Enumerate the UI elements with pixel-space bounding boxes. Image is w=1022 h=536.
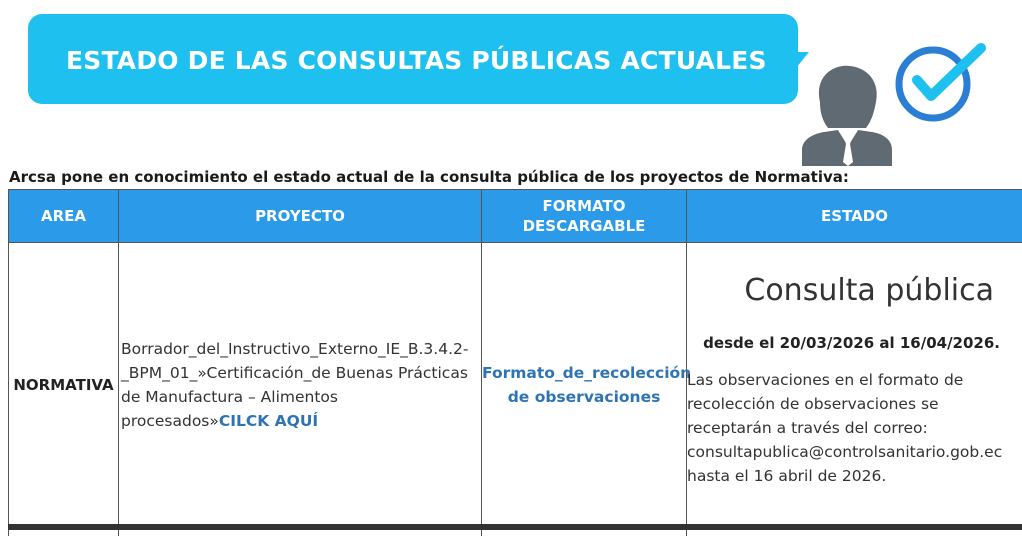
proyecto-line-text: procesados» bbox=[121, 411, 219, 430]
estado-line: receptarán a través del correo: bbox=[687, 419, 928, 437]
cell-proyecto bbox=[119, 243, 482, 527]
estado-title: Consulta pública bbox=[744, 273, 994, 308]
formato-line[interactable]: de observaciones bbox=[507, 387, 661, 406]
proyecto-line: Borrador_del_Instructivo_Externo_IE_B.3.4.2- bbox=[121, 339, 469, 358]
table-header-row bbox=[9, 190, 1022, 243]
header-estado: ESTADO bbox=[687, 190, 1022, 243]
cell-estado bbox=[687, 243, 1022, 527]
estado-line: hasta el 16 abril de 2026. bbox=[687, 467, 887, 485]
estado-line: Las observaciones en el formato de bbox=[687, 371, 964, 389]
check-circle-icon bbox=[893, 40, 989, 126]
header-formato-line-2: DESCARGABLE bbox=[522, 217, 646, 235]
header-formato bbox=[482, 190, 687, 243]
next-row-stub bbox=[8, 530, 1022, 536]
person-icon bbox=[798, 62, 894, 166]
click-aqui-link[interactable]: CILCK AQUÍ bbox=[218, 411, 319, 430]
consultas-table bbox=[8, 189, 1022, 527]
table-row bbox=[9, 243, 1022, 527]
table-bottom-border bbox=[8, 524, 1022, 536]
header-formato-line-1: FORMATO bbox=[542, 197, 626, 215]
banner-title: ESTADO DE LAS CONSULTAS PÚBLICAS ACTUALES bbox=[66, 46, 767, 75]
estado-text bbox=[687, 368, 1022, 488]
proyecto-line: de Manufactura – Alimentos bbox=[121, 387, 338, 406]
cell-area: NORMATIVA bbox=[9, 243, 119, 527]
proyecto-line: _BPM_01_»Certificación_de Buenas Prácticas bbox=[121, 363, 468, 382]
intro-text: Arcsa pone en conocimiento el estado actual de la consulta pública de los proyectos de Normativa: bbox=[9, 168, 849, 186]
estado-line: consultapublica@controlsanitario.gob.ec bbox=[687, 443, 1003, 461]
estado-dates: desde el 20/03/2026 al 16/04/2026. bbox=[703, 334, 1000, 352]
proyecto-line bbox=[121, 409, 481, 433]
cell-formato-link[interactable] bbox=[482, 243, 692, 527]
estado-line: recolección de observaciones se bbox=[687, 395, 939, 413]
formato-line[interactable]: Formato_de_recolección bbox=[482, 363, 692, 382]
header-area: AREA bbox=[9, 190, 119, 243]
header-proyecto: PROYECTO bbox=[119, 190, 482, 243]
